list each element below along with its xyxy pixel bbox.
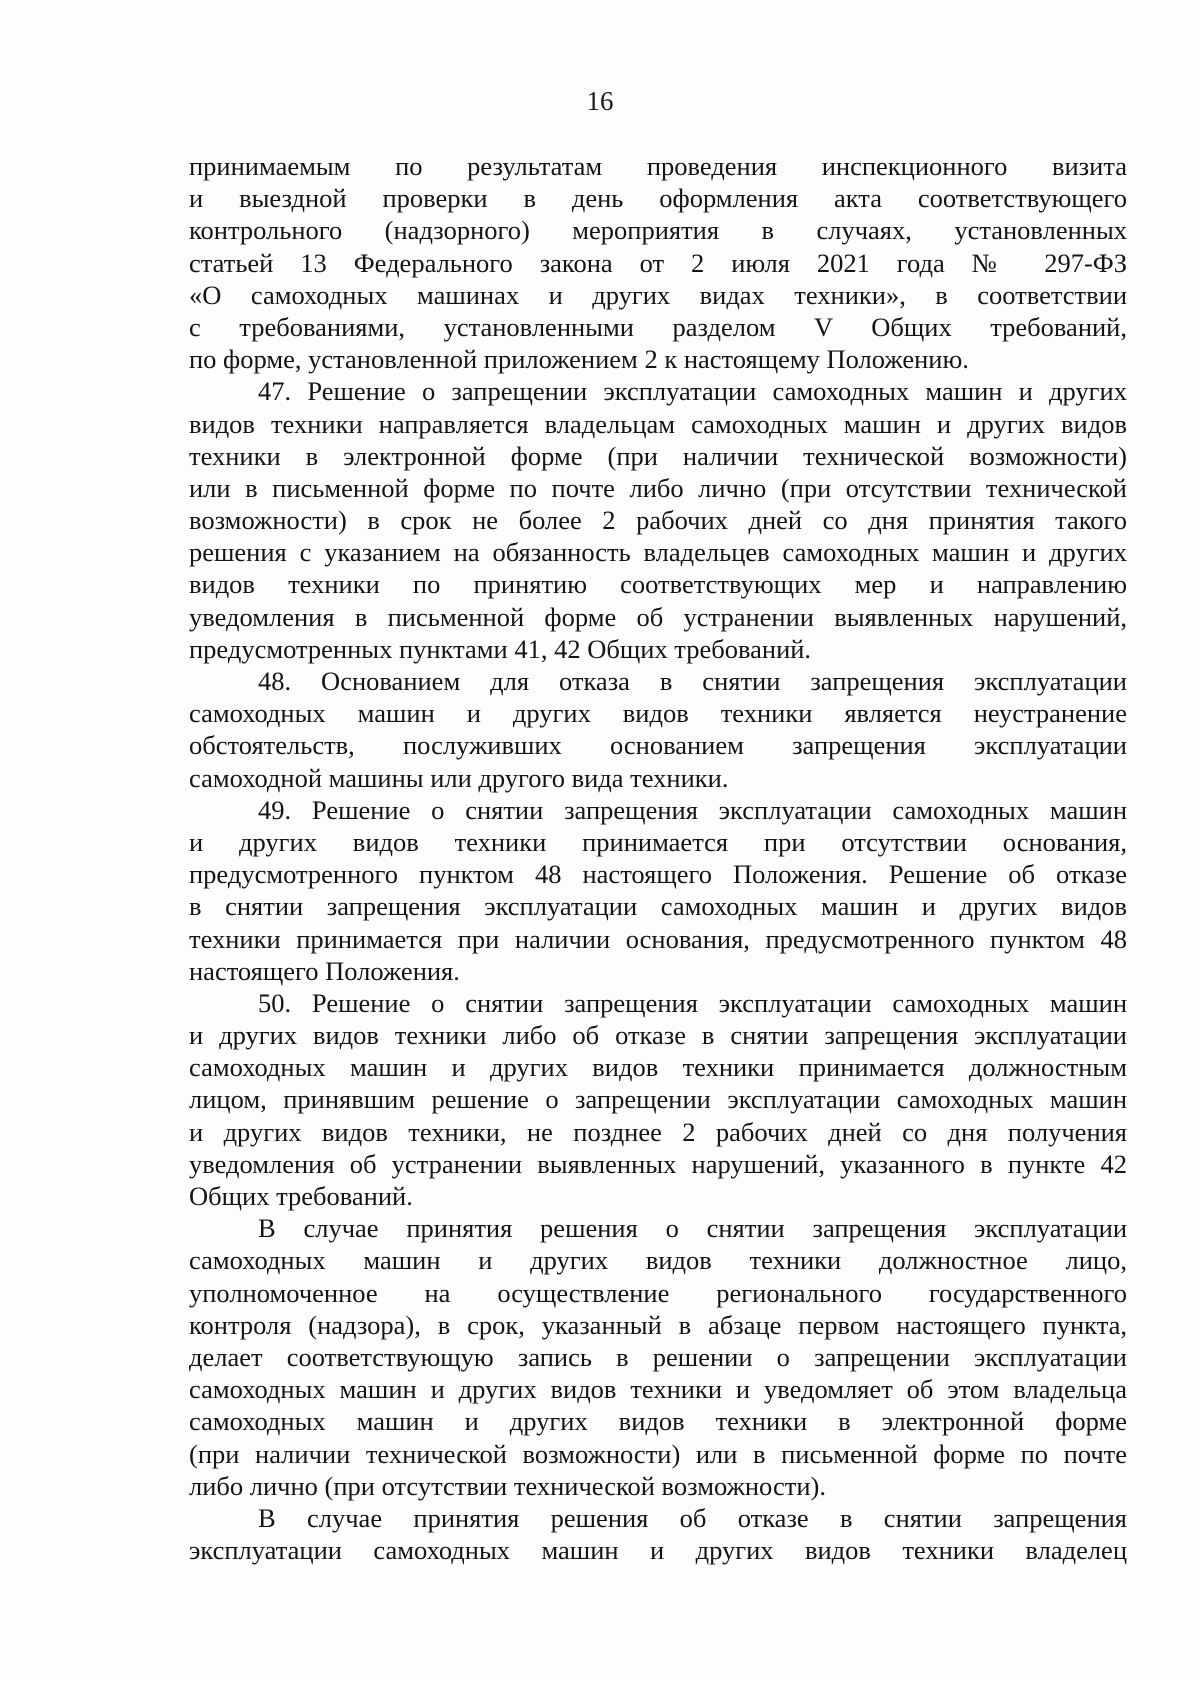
text-line: либо лично (при отсутствии технической возможности). [189,1470,826,1501]
text-line: самоходных машин и других видов техники и уведомляет об этом владельца [189,1374,1127,1405]
text-line: техники принимается при наличии основания, предусмотренного пунктом 48 [189,923,1127,954]
text-line: (при наличии технической возможности) или в письменной форме по почте [189,1438,1127,1469]
text-line: «О самоходных машинах и других видах техники», в соответствии [189,279,1127,310]
text-line: делает соответствующую запись в решении о запрещении эксплуатации [189,1341,1127,1372]
text-line: В случае принятия решения о снятии запрещения эксплуатации [258,1213,1127,1244]
text-line: самоходной машины или другого вида техники. [189,762,729,793]
text-line: 47. Решение о запрещении эксплуатации самоходных машин и других [258,376,1127,407]
text-line: контрольного (надзорного) мероприятия в случаях, установленных [189,215,1127,246]
text-line: принимаемым по результатам проведения инспекционного визита [189,151,1127,181]
text-line: самоходных машин и других видов техники должностное лицо, [189,1245,1127,1276]
text-line: и других видов техники либо об отказе в снятии запрещения эксплуатации [189,1020,1127,1051]
text-line: видов техники по принятию соответствующих мер и направлению [189,569,1127,600]
text-line: контроля (надзора), в срок, указанный в абзаце первом настоящего пункта, [189,1309,1127,1340]
text-line: самоходных машин и других видов техники в электронной форме [189,1406,1127,1437]
text-line: предусмотренных пунктами 41, 42 Общих требований. [189,633,812,664]
text-line: техники в электронной форме (при наличии технической возможности) [189,440,1127,471]
text-line: обстоятельств, послуживших основанием запрещения эксплуатации [189,730,1127,761]
text-line: и других видов техники, не позднее 2 рабочих дней со дня получения [189,1116,1127,1147]
text-line: самоходных машин и других видов техники является неустранение [189,698,1127,729]
text-line: и других видов техники принимается при отсутствии основания, [189,826,1127,857]
text-line: уведомления об устранении выявленных нарушений, указанного в пункте 42 [189,1148,1127,1179]
text-line: или в письменной форме по почте либо лично (при отсутствии технической [189,472,1127,503]
document-body [189,150,1127,1566]
text-line: эксплуатации самоходных машин и других видов техники владелец [189,1535,1127,1566]
page-number: 16 [586,86,614,116]
text-line: в снятии запрещения эксплуатации самоходных машин и других видов [189,891,1127,922]
text-line: решения с указанием на обязанность владельцев самоходных машин и других [189,537,1127,568]
text-line: 50. Решение о снятии запрещения эксплуатации самоходных машин [258,987,1127,1018]
text-line: уведомления в письменной форме об устранении выявленных нарушений, [189,601,1127,632]
text-line: настоящего Положения. [189,955,460,986]
text-line: В случае принятия решения об отказе в снятии запрещения [258,1502,1127,1533]
text-line: возможности) в срок не более 2 рабочих дней со дня принятия такого [189,505,1127,536]
text-line: и выездной проверки в день оформления акта соответствующего [189,183,1127,214]
text-line: самоходных машин и других видов техники принимается должностным [189,1052,1127,1083]
text-line: видов техники направляется владельцам самоходных машин и других видов [189,408,1127,439]
text-line: статьей 13 Федерального закона от 2 июля 2021 года № 297-ФЗ [189,247,1127,278]
text-line: уполномоченное на осуществление регионального государственного [189,1277,1127,1308]
text-line: 48. Основанием для отказа в снятии запрещения эксплуатации [258,666,1127,696]
text-line: лицом, принявшим решение о запрещении эксплуатации самоходных машин [189,1084,1127,1115]
text-line: с требованиями, установленными разделом V Общих требований, [189,311,1127,342]
text-line: предусмотренного пунктом 48 настоящего Положения. Решение об отказе [189,859,1127,890]
text-line: Общих требований. [189,1181,413,1211]
text-line: 49. Решение о снятии запрещения эксплуатации самоходных машин [258,794,1127,825]
text-line: по форме, установленной приложением 2 к настоящему Положению. [189,344,969,375]
